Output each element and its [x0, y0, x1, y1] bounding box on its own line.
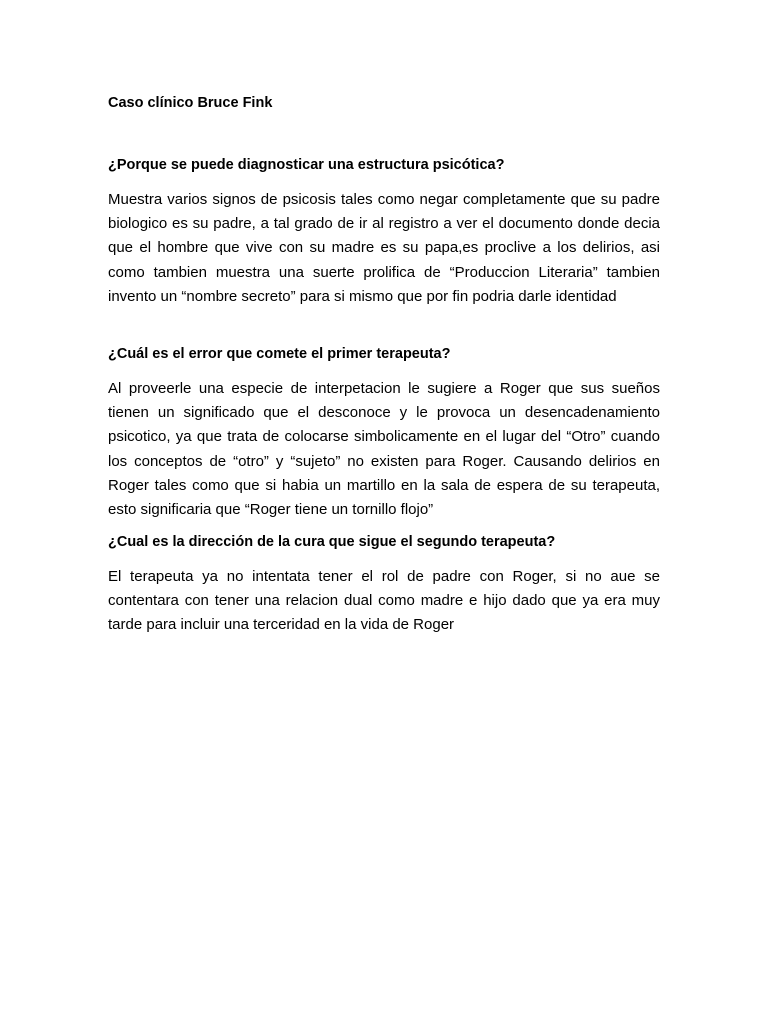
answer-3: El terapeuta ya no intentata tener el rol de padre con Roger, si no aue se contentara con tener una relacion dual como madre e hijo dado que ya era muy tarde para incluir una terceridad en la vida de Roger [108, 568, 660, 634]
document-title: Caso clínico Bruce Fink [108, 95, 273, 111]
answer-1: Muestra varios signos de psicosis tales como negar completamente que su padre biologico es su padre, a tal grado de ir al registro a ver el documento donde decia que el hombre que vive con su madre es su papa,es proclive a los delirios, asi como tambien muestra una suerte prolifica de “Produccion Literaria” tambien invento un “nombre secreto” para si mismo que por fin podria darle identidad [108, 191, 660, 305]
question-2: ¿Cuál es el error que comete el primer terapeuta? [108, 346, 451, 362]
question-3: ¿Cual es la dirección de la cura que sigue el segundo terapeuta? [108, 534, 556, 550]
answer-2: Al proveerle una especie de interpetacion le sugiere a Roger que sus sueños tienen un significado que el desconoce y le provoca un desencadenamiento psicotico, ya que trata de colocarse simbolicamente en el lugar del “Otro” cuando los conceptos de “otro” y “sujeto” no existen para Roger. Causando delirios en Roger tales como que si habia un martillo en la sala de espera de su terapeuta, esto significaria que “Roger tiene un tornillo flojo” [108, 380, 660, 519]
question-1: ¿Porque se puede diagnosticar una estructura psicótica? [108, 157, 505, 173]
